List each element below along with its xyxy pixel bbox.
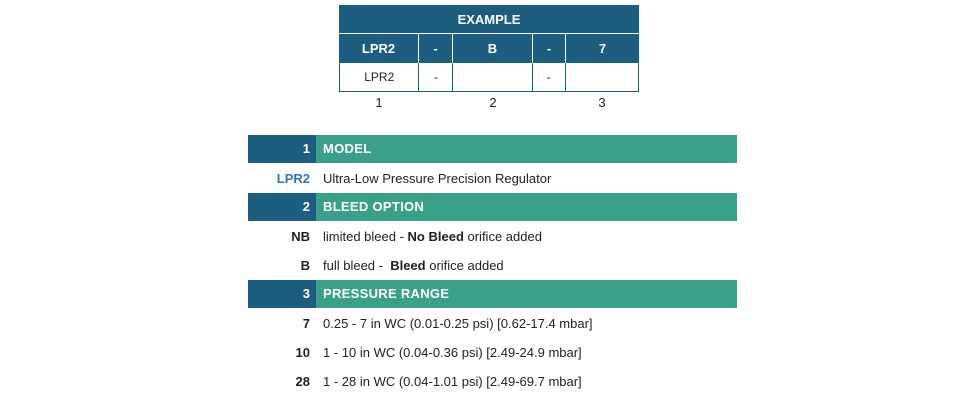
example-value-cell bbox=[566, 63, 639, 91]
option-code: 28 bbox=[295, 374, 310, 389]
ordering-table bbox=[248, 135, 737, 396]
section-number: 1 bbox=[248, 135, 316, 163]
option-code: LPR2 bbox=[276, 171, 310, 186]
option-description: 1 - 28 in WC (0.04-1.01 psi) [2.49-69.7 mbar] bbox=[323, 374, 582, 389]
option-row bbox=[248, 222, 737, 251]
example-index: 3 bbox=[598, 95, 606, 110]
section-header-model bbox=[248, 135, 737, 163]
example-value-row bbox=[339, 63, 639, 92]
section-label: MODEL bbox=[316, 135, 737, 163]
option-description bbox=[316, 229, 542, 244]
option-desc-text: full bleed - bbox=[323, 258, 391, 273]
option-description: 0.25 - 7 in WC (0.01-0.25 psi) [0.62-17.4 mbar] bbox=[323, 316, 593, 331]
example-header-cell: B bbox=[453, 34, 533, 63]
option-desc-emphasis: Bleed bbox=[390, 258, 426, 273]
example-index: 1 bbox=[375, 95, 383, 110]
example-header-cell: LPR2 bbox=[339, 34, 419, 63]
example-table bbox=[339, 5, 639, 115]
section-number: 2 bbox=[248, 193, 316, 221]
option-desc-text: orifice added bbox=[463, 229, 542, 244]
option-desc-emphasis: No Bleed bbox=[407, 229, 464, 244]
option-desc-text: limited bleed - bbox=[323, 229, 408, 244]
section-number: 3 bbox=[248, 280, 316, 308]
example-header-row bbox=[339, 34, 639, 63]
section-header-pressure-range bbox=[248, 280, 737, 308]
option-description bbox=[316, 258, 504, 273]
option-row bbox=[248, 338, 737, 367]
option-description: Ultra-Low Pressure Precision Regulator bbox=[323, 171, 552, 186]
example-header-cell: 7 bbox=[566, 34, 639, 63]
example-header-cell: - bbox=[419, 34, 453, 63]
option-code: 10 bbox=[295, 345, 310, 360]
example-title: EXAMPLE bbox=[339, 5, 639, 34]
option-row bbox=[248, 309, 737, 338]
option-code: B bbox=[300, 258, 310, 273]
option-row bbox=[248, 164, 737, 193]
option-row bbox=[248, 367, 737, 396]
example-value-cell: - bbox=[533, 63, 566, 91]
section-label: BLEED OPTION bbox=[316, 193, 737, 221]
example-index-row bbox=[339, 95, 639, 115]
option-desc-text: orifice added bbox=[425, 258, 504, 273]
option-code: NB bbox=[291, 229, 310, 244]
example-header-cell: - bbox=[533, 34, 566, 63]
section-label: PRESSURE RANGE bbox=[316, 280, 737, 308]
example-value-cell bbox=[453, 63, 532, 91]
example-value-cell: LPR2 bbox=[340, 63, 419, 91]
option-description: 1 - 10 in WC (0.04-0.36 psi) [2.49-24.9 mbar] bbox=[323, 345, 582, 360]
example-value-cell: - bbox=[419, 63, 453, 91]
option-row bbox=[248, 251, 737, 280]
example-index: 2 bbox=[489, 95, 497, 110]
option-code: 7 bbox=[302, 316, 310, 331]
section-header-bleed-option bbox=[248, 193, 737, 221]
